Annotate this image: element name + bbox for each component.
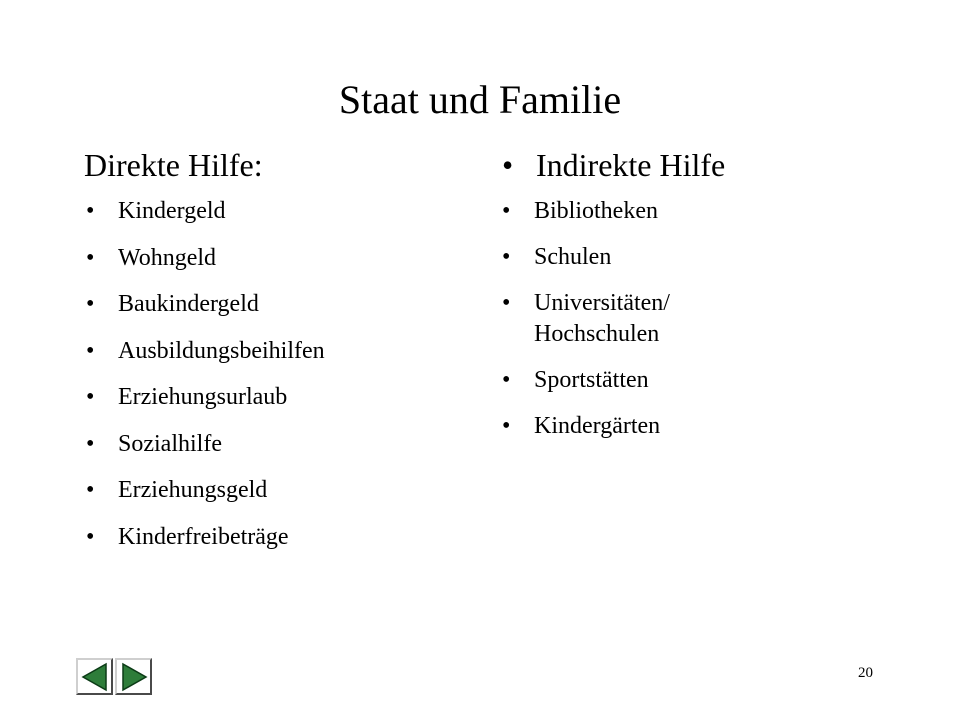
- right-column-heading-text: Indirekte Hilfe: [536, 147, 726, 183]
- slide-navigation: [76, 658, 152, 695]
- list-item-label: Schulen: [534, 244, 612, 270]
- next-slide-button[interactable]: [115, 658, 152, 695]
- bullet: •: [502, 367, 511, 393]
- list-item-label: Erziehungsurlaub: [118, 384, 288, 410]
- bullet: •: [86, 430, 95, 457]
- list-item: [86, 475, 325, 506]
- list-item-label: Baukindergeld: [118, 291, 259, 317]
- list-item-label: Kindergeld: [118, 198, 226, 224]
- bullet: •: [502, 198, 511, 224]
- bullet: •: [502, 244, 511, 270]
- list-item-label: Wohngeld: [118, 244, 217, 271]
- list-item: [86, 196, 325, 227]
- bullet: •: [86, 523, 95, 550]
- left-column-heading: Direkte Hilfe:: [84, 147, 263, 183]
- bullet: •: [86, 198, 95, 224]
- bullet: •: [86, 384, 95, 410]
- list-item: [86, 382, 325, 413]
- page-number: 20: [858, 665, 873, 681]
- list-item: [502, 411, 670, 442]
- list-item: [502, 365, 670, 396]
- bullet: •: [86, 244, 95, 271]
- list-item-label: Erziehungsgeld: [118, 477, 268, 503]
- list-item-label: Universitäten/: [534, 290, 670, 316]
- previous-slide-button[interactable]: [76, 658, 113, 695]
- list-item: [86, 429, 325, 460]
- triangle-left-icon: [80, 662, 110, 692]
- bullet: •: [502, 147, 514, 183]
- list-item: [86, 243, 325, 274]
- list-item-label: Kindergärten: [534, 413, 661, 439]
- list-item-label: Sozialhilfe: [118, 430, 222, 457]
- list-item: [86, 289, 325, 320]
- bullet: •: [502, 413, 511, 439]
- list-item-label: Kinderfreibeträge: [118, 523, 289, 550]
- list-item: [502, 196, 670, 227]
- bullet: •: [86, 337, 95, 364]
- list-item: [502, 288, 670, 350]
- bullet: •: [502, 290, 511, 316]
- list-item: [86, 522, 325, 553]
- indirect-help-list: [502, 196, 670, 457]
- slide-title: Staat und Familie: [338, 77, 622, 122]
- triangle-right-icon: [119, 662, 149, 692]
- list-item-label: Bibliotheken: [534, 198, 658, 224]
- bullet: •: [86, 477, 95, 503]
- bullet: •: [86, 291, 95, 317]
- list-item-label: Sportstätten: [534, 367, 649, 393]
- direct-help-list: [86, 196, 325, 568]
- list-item-label: Ausbildungsbeihilfen: [118, 337, 325, 364]
- list-item: [86, 336, 325, 367]
- list-item-label-continuation: Hochschulen: [534, 321, 660, 347]
- list-item: [502, 242, 670, 273]
